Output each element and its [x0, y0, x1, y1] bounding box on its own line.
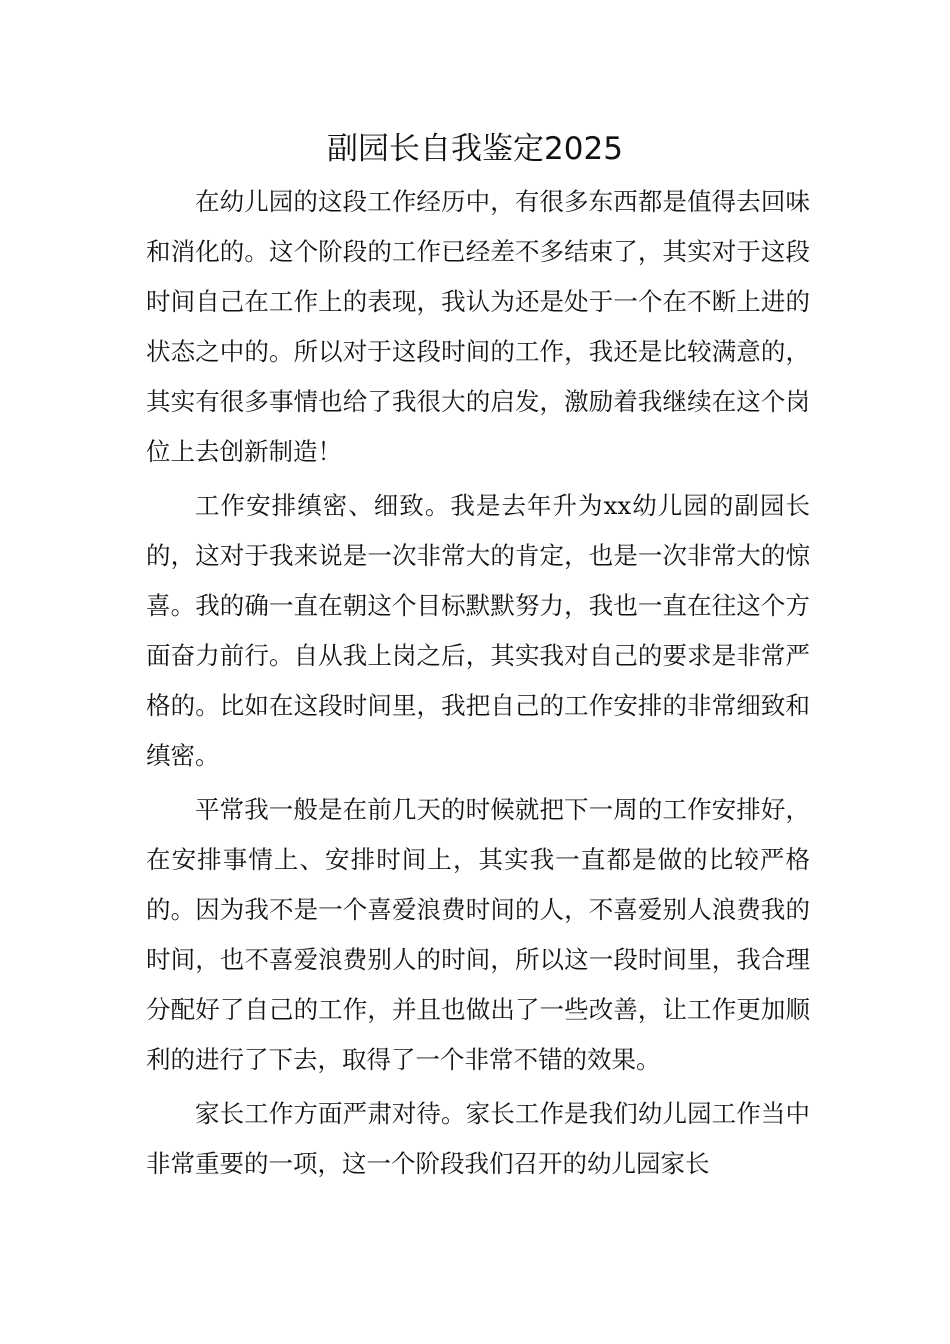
paragraph: 家长工作方面严肃对待。家长工作是我们幼儿园工作当中非常重要的一项，这一个阶段我们召开的幼儿园家长	[146, 1099, 810, 1178]
document-body	[146, 177, 810, 1193]
paragraph: 在幼儿园的这段工作经历中，有很多东西都是值得去回味和消化的。这个阶段的工作已经差不多结束了，其实对于这段时间自己在工作上的表现，我认为还是处于一个在不断上进的状态之中的。所以对于这段时间的工作，我还是比较满意的，其实有很多事情也给了我很大的启发，激励着我继续在这个岗位上去创新制造！	[146, 187, 810, 466]
paragraph: 平常我一般是在前几天的时候就把下一周的工作安排好，在安排事情上、安排时间上，其实我一直都是做的比较严格的。因为我不是一个喜爱浪费时间的人，不喜爱别人浪费我的时间，也不喜爱浪费别人的时间，所以这一段时间里，我合理分配好了自己的工作，并且也做出了一些改善，让工作更加顺利的进行了下去，取得了一个非常不错的效果。	[146, 795, 810, 1074]
paragraph: 工作安排缜密、细致。我是去年升为xx幼儿园的副园长的，这对于我来说是一次非常大的肯定，也是一次非常大的惊喜。我的确一直在朝这个目标默默努力，我也一直在往这个方面奋力前行。自从我上岗之后，其实我对自己的要求是非常严格的。比如在这段时间里，我把自己的工作安排的非常细致和缜密。	[146, 491, 810, 770]
document-title: 副园长自我鉴定2025	[327, 131, 623, 167]
